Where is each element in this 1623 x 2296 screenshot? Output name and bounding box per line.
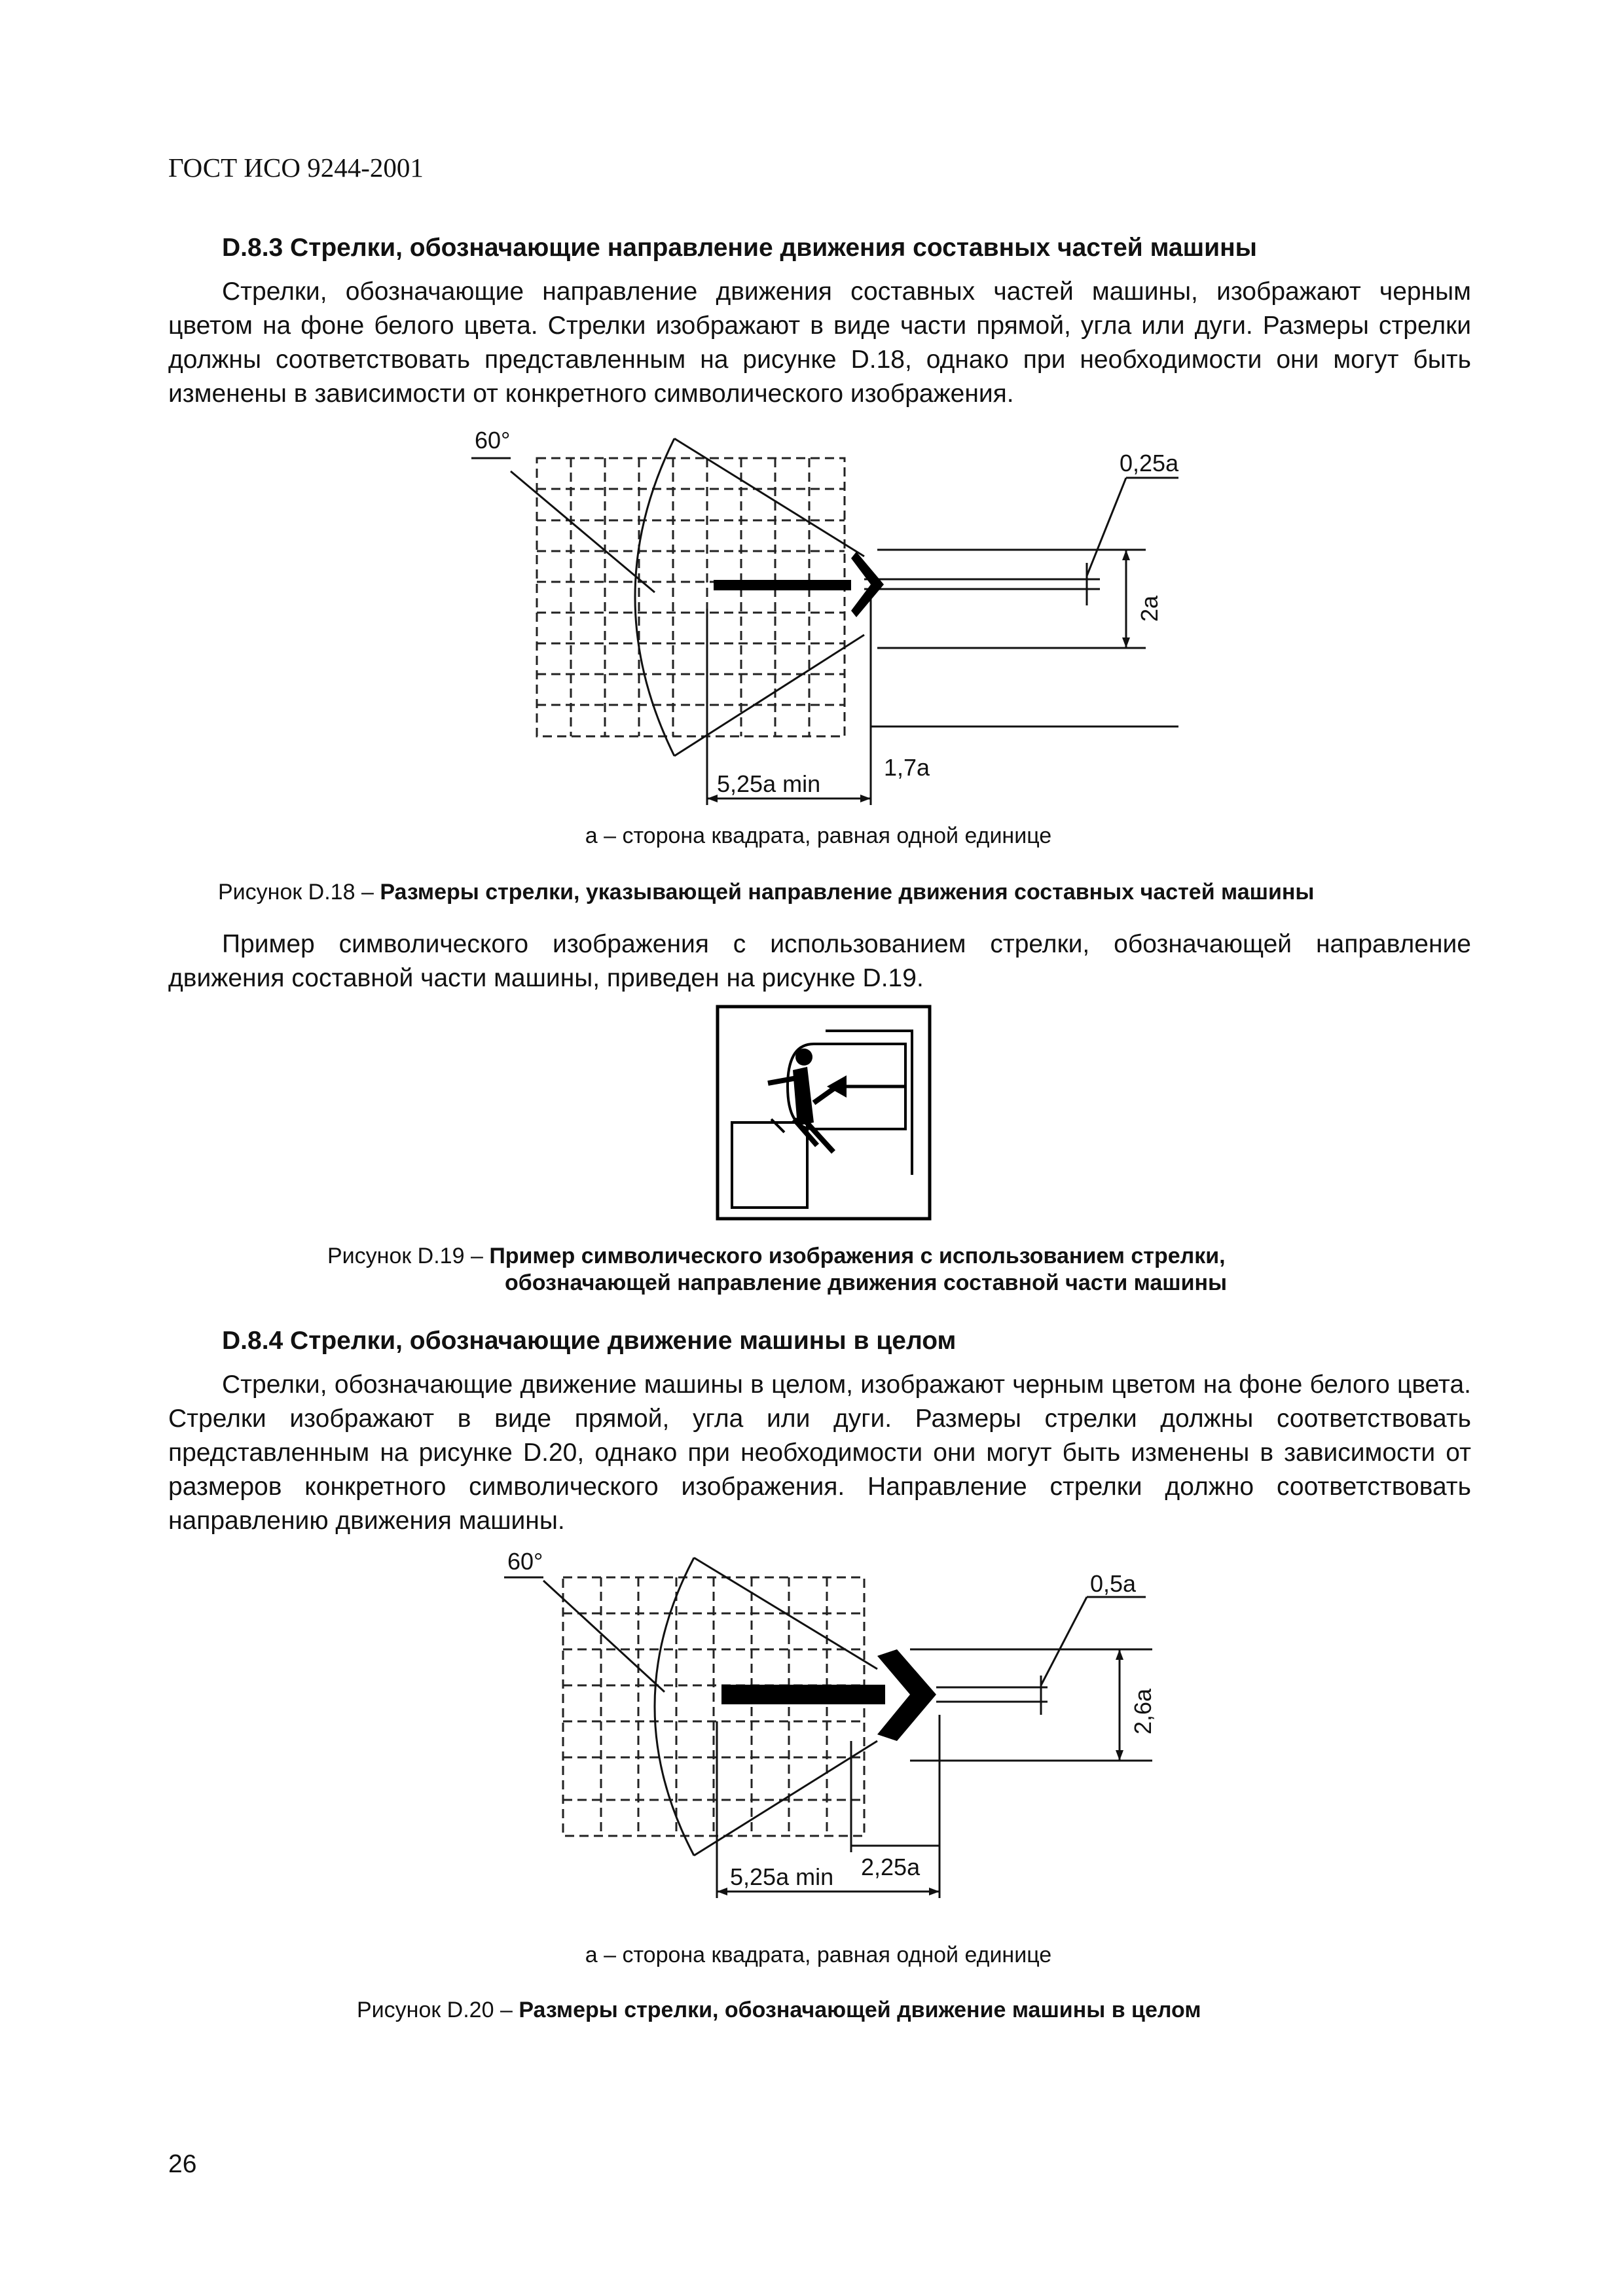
- dim-height-label: 2,6a: [1129, 1688, 1156, 1734]
- section-heading-d83: D.8.3 Стрелки, обозначающие направление движения составных частей машины: [222, 234, 1257, 262]
- angle-label: 60°: [507, 1548, 543, 1575]
- grid: [537, 458, 845, 736]
- angle-label: 60°: [475, 427, 511, 454]
- dim-length-label: 5,25a min: [730, 1863, 834, 1890]
- figure-d18-note: a – сторона квадрата, равная одной единице: [585, 823, 1052, 848]
- dim-height-label: 2a: [1136, 595, 1163, 622]
- construction-lines: [471, 439, 1178, 805]
- figure-d18-caption: Рисунок D.18 – Размеры стрелки, указывающей направление движения составных частей машины: [218, 880, 1315, 905]
- figure-d20-arrow-diagram: [491, 1545, 1178, 1911]
- section-heading-d84: D.8.4 Стрелки, обозначающие движение машины в целом: [222, 1327, 957, 1355]
- dim-tip-label: 0,25a: [1120, 450, 1179, 476]
- figure-d19-pictogram: [716, 1005, 932, 1221]
- figure-d19-caption-line1: Рисунок D.19 – Пример символического изображения с использованием стрелки,: [327, 1244, 1226, 1268]
- dim-head-label: 1,7a: [884, 754, 930, 781]
- figure-d18-arrow-diagram: [458, 419, 1178, 812]
- section-paragraph-d84: Стрелки, обозначающие движение машины в целом, изображают черным цветом на фоне белого цвета. Стрелки изображают в виде прямой, угла или дуги. Размеры стрелки должны соответствовать представленным на рисунке D.20, однако при необходимости они могут быть изменены в зависимости от размеров конкретного символического изображения. Направление стрелки должно соответствовать направлению движения машины.: [168, 1371, 1471, 1535]
- sample-arrow: [714, 552, 884, 617]
- document-code: ГОСТ ИСО 9244-2001: [168, 152, 424, 183]
- figure-d19-caption-line2: обозначающей направление движения составной части машины: [505, 1270, 1228, 1295]
- dim-length-label: 5,25a min: [717, 770, 821, 797]
- page-number: 26: [168, 2150, 197, 2178]
- grid: [563, 1577, 864, 1836]
- dim-head-label: 2,25a: [861, 1854, 921, 1880]
- section-paragraph-d83: Стрелки, обозначающие направление движения составных частей машины, изображают черным цветом на фоне белого цвета. Стрелки изображают в виде части прямой, угла или дуги. Размеры стрелки должны соответствовать представленным на рисунке D.18, однако при необходимости они могут быть изменены в зависимости от конкретного символического изображения.: [168, 278, 1471, 408]
- dim-tip-label: 0,5a: [1090, 1570, 1137, 1597]
- figure-d20-caption: Рисунок D.20 – Размеры стрелки, обозначающей движение машины в целом: [357, 1998, 1201, 2022]
- example-paragraph: Пример символического изображения с использованием стрелки, обозначающей направление движения составной части машины, приведен на рисунке D.19.: [168, 930, 1471, 992]
- sample-arrow: [721, 1649, 936, 1741]
- figure-d20-note: a – сторона квадрата, равная одной единице: [585, 1943, 1052, 1967]
